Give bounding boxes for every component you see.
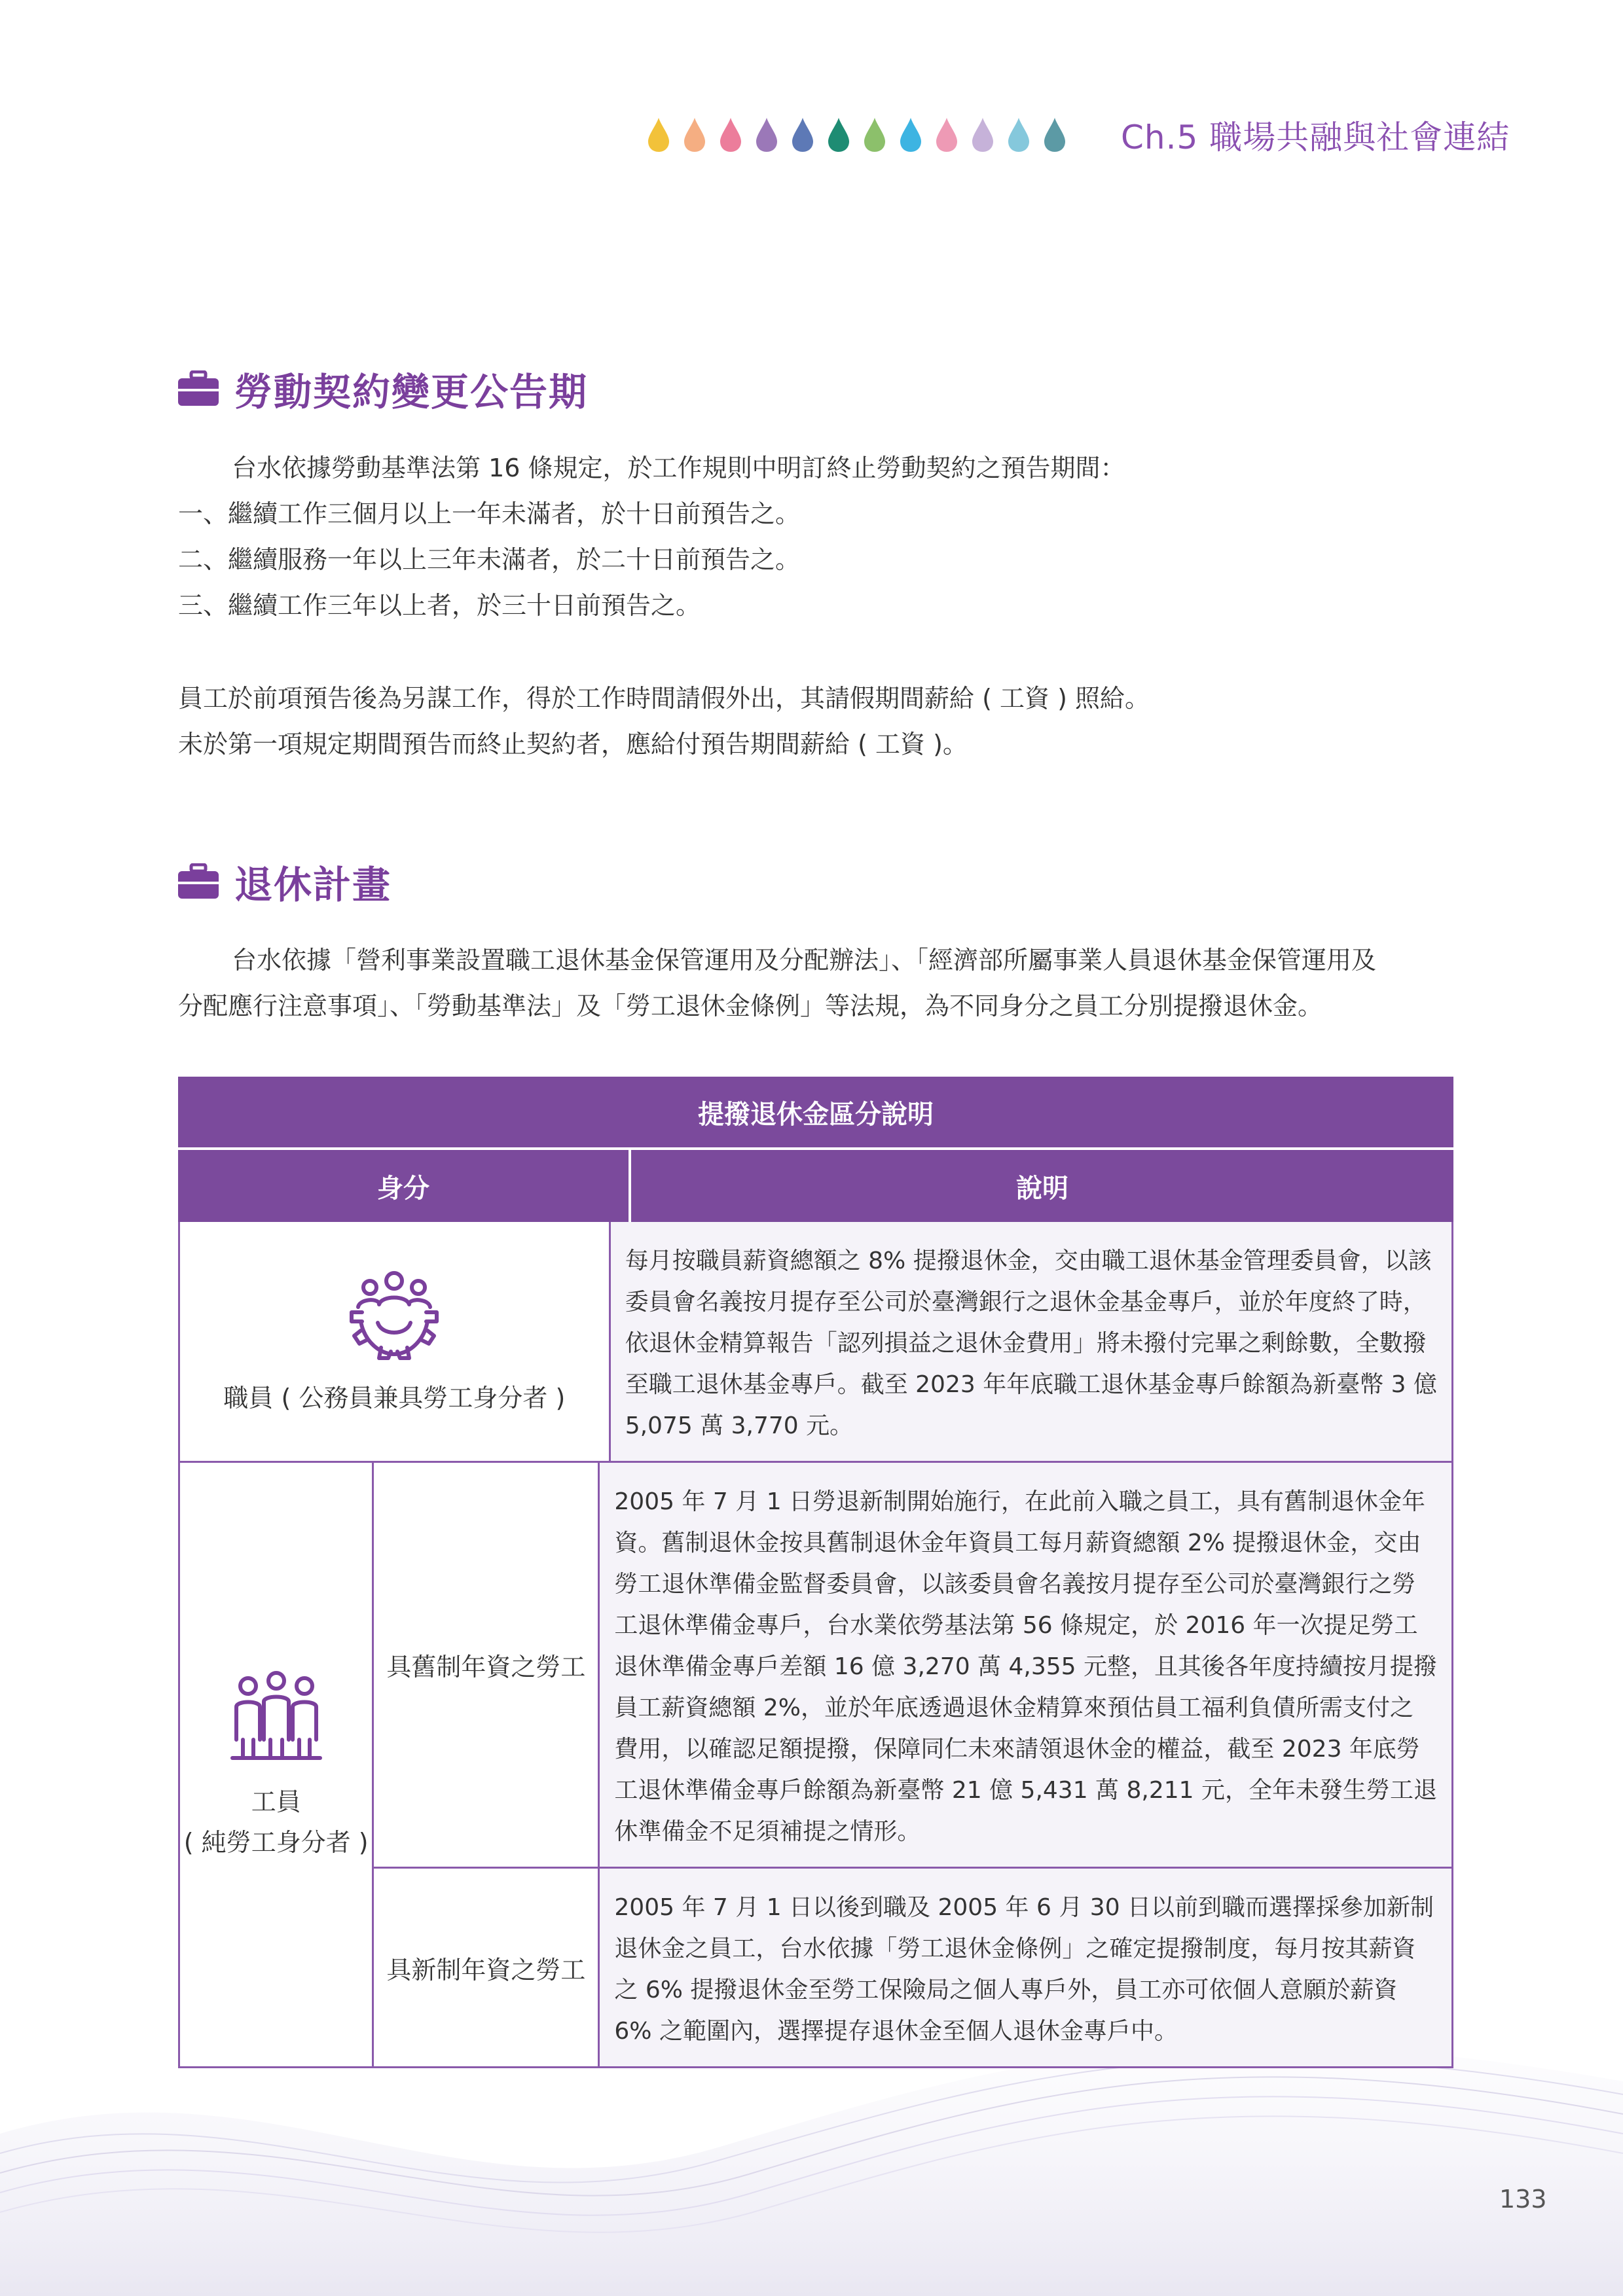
water-drop-icon — [1007, 117, 1030, 153]
water-drop-icon — [755, 117, 778, 153]
description-line: 至職工退休基金專戶。截至 2023 年年底職工退休基金專戶餘額為新臺幣 3 億 — [625, 1371, 1437, 1398]
table-caption: 提撥退休金區分說明 — [178, 1077, 1453, 1147]
description-line: 5,075 萬 3,770 元。 — [625, 1412, 854, 1439]
section1-body — [178, 445, 1455, 628]
description-line: 2005 年 7 月 1 日以後到職及 2005 年 6 月 30 日以前到職而選擇採參加新制 — [614, 1894, 1434, 1921]
water-drop-icon — [935, 117, 958, 153]
new-system-description — [600, 1869, 1451, 2066]
paragraph-line: 台水依據「營利事業設置職工退休基金保管運用及分配辦法」、「經濟部所屬事業人員退休基金保管運用及 — [232, 946, 1377, 975]
description-line: 之 6% 提撥退休金至勞工保險局之個人專戶外，員工亦可依個人意願於薪資 — [614, 1977, 1398, 2003]
table-header — [178, 1147, 1453, 1222]
briefcase-icon — [177, 370, 220, 407]
staff-description — [611, 1222, 1451, 1461]
table-row-old-system — [374, 1463, 1451, 1867]
paragraph-line: 未於第一項規定期間預告而終止契約者，應給付預告期間薪給 ( 工資 )。 — [178, 730, 968, 759]
section-title: 勞動契約變更公告期 — [234, 370, 589, 414]
description-line: 工退休準備金專戶餘額為新臺幣 21 億 5,431 萬 8,211 元，全年未發生勞工退 — [614, 1777, 1437, 1804]
section1-notes — [178, 675, 1455, 767]
description-line: 2005 年 7 月 1 日勞退新制開始施行，在此前入職之員工，具有舊制退休金年 — [614, 1488, 1426, 1515]
water-drop-icon — [827, 117, 850, 153]
water-drop-icon — [683, 117, 706, 153]
description-line: 勞工退休準備金監督委員會，以該委員會名義按月提存至公司於臺灣銀行之勞 — [614, 1571, 1416, 1598]
page-number: 133 — [1499, 2185, 1547, 2214]
description-line: 退休準備金專戶差額 16 億 3,270 萬 4,355 元整，且其後各年度持續按月提撥 — [614, 1653, 1437, 1680]
new-system-label: 具新制年資之勞工 — [374, 1869, 600, 2066]
water-drop-icon — [1043, 117, 1067, 153]
workers-group-icon — [227, 1666, 325, 1765]
paragraph-line: 員工於前項預告後為另謀工作，得於工作時間請假外出，其請假期間薪給 ( 工資 ) 照給。 — [178, 684, 1150, 713]
team-gear-icon — [345, 1265, 443, 1363]
old-system-description — [600, 1463, 1451, 1867]
paragraph-line: 台水依據勞動基準法第 16 條規定，於工作規則中明訂終止勞動契約之預告期間： — [232, 454, 1125, 482]
water-drop-icon — [899, 117, 922, 153]
water-drop-icon — [719, 117, 742, 153]
description-line: 每月按職員薪資總額之 8% 提撥退休金，交由職工退休基金管理委員會，以該 — [625, 1247, 1432, 1274]
water-drop-icon — [791, 117, 814, 153]
description-line: 休準備金不足須補提之情形。 — [614, 1818, 921, 1845]
description-line: 委員會名義按月提存至公司於臺灣銀行之退休金基金專戶，並於年度終了時， — [625, 1289, 1427, 1316]
workers-label-line1: 工員 — [251, 1787, 301, 1816]
description-line: 費用，以確認足額提撥，保障同仁未來請領退休金的權益，截至 2023 年底勞 — [614, 1736, 1420, 1763]
section-title: 退休計畫 — [234, 863, 392, 907]
list-item: 三、繼續工作三年以上者，於三十日前預告之。 — [178, 591, 701, 620]
description-line: 6% 之範圍內，選擇提存退休金至個人退休金專戶中。 — [614, 2018, 1178, 2045]
description-line: 資。舊制退休金按具舊制退休金年資員工每月薪資總額 2% 提撥退休金，交由 — [614, 1530, 1421, 1556]
list-item: 二、繼續服務一年以上三年未滿者，於二十日前預告之。 — [178, 545, 801, 574]
workers-subrows — [374, 1463, 1451, 2066]
column-header-description: 說明 — [1016, 1173, 1068, 1204]
description-line: 退休金之員工，台水依據「勞工退休金條例」之確定提撥制度，每月按其薪資 — [614, 1935, 1416, 1962]
color-drops — [647, 117, 1067, 156]
water-drop-icon — [647, 117, 670, 153]
retirement-table — [178, 1077, 1453, 2068]
section2-body — [178, 937, 1455, 1029]
column-header-identity: 身分 — [178, 1150, 631, 1222]
workers-label-line2: ( 純勞工身分者 ) — [183, 1828, 369, 1857]
briefcase-icon — [177, 863, 220, 900]
section-heading-labor-contract — [177, 361, 588, 416]
workers-identity-cell — [180, 1463, 374, 2066]
chapter-title: Ch.5 職場共融與社會連結 — [1121, 118, 1510, 156]
description-line: 依退休金精算報告「認列損益之退休金費用」將未撥付完畢之剩餘數，全數撥 — [625, 1330, 1427, 1357]
water-drop-icon — [863, 117, 886, 153]
staff-identity-cell — [180, 1222, 611, 1461]
table-row-workers — [178, 1463, 1453, 2068]
list-item: 一、繼續工作三個月以上一年未滿者，於十日前預告之。 — [178, 499, 801, 528]
table-row-staff — [178, 1222, 1453, 1463]
section-heading-retirement — [177, 854, 392, 909]
description-line: 員工薪資總額 2%，並於年底透過退休金精算來預估員工福利負債所需支付之 — [614, 1695, 1413, 1721]
old-system-label: 具舊制年資之勞工 — [374, 1463, 600, 1867]
water-drop-icon — [971, 117, 994, 153]
description-line: 工退休準備金專戶，台水業依勞基法第 56 條規定，於 2016 年一次提足勞工 — [614, 1612, 1418, 1639]
table-row-new-system — [374, 1867, 1451, 2066]
paragraph-line: 分配應行注意事項」、「勞動基準法」及「勞工退休金條例」等法規，為不同身分之員工分別提撥退休金。 — [178, 992, 1323, 1020]
staff-label: 職員 ( 公務員兼具勞工身分者 ) — [223, 1383, 566, 1412]
